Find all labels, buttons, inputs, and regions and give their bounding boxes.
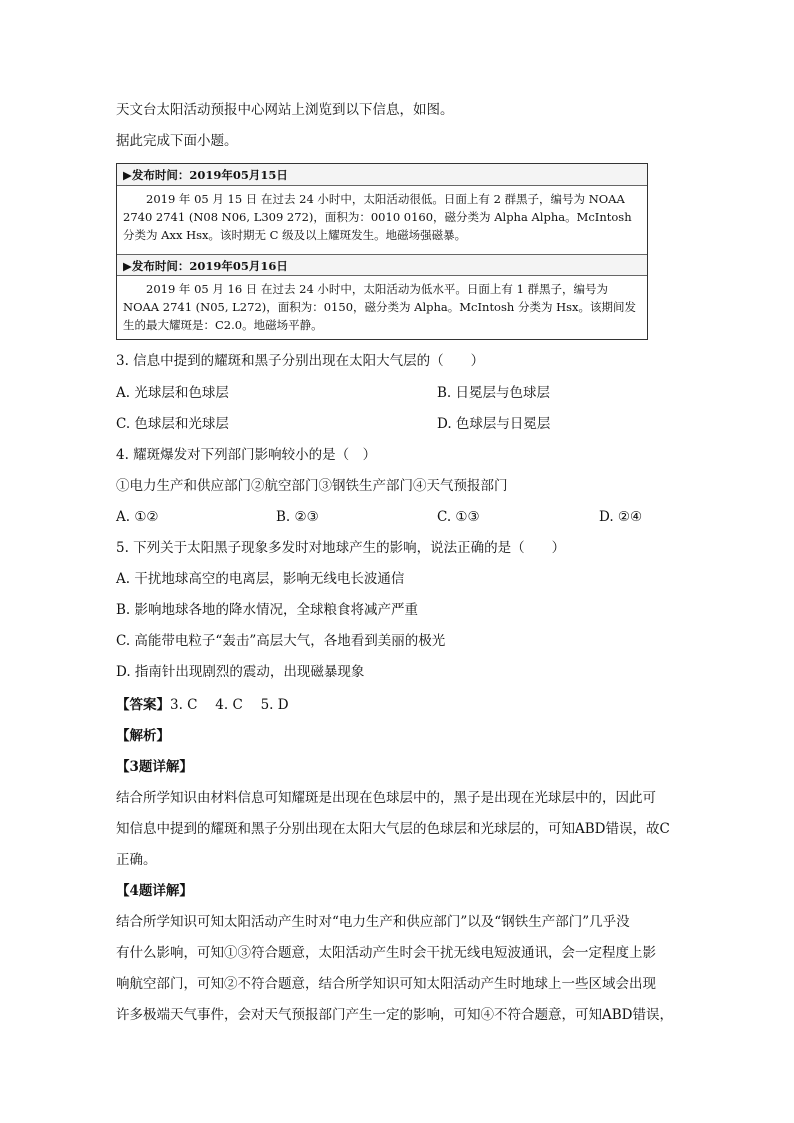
- q3-option-c: C. 色球层和光球层: [116, 416, 229, 432]
- q4-detail-line-1: 结合所学知识可知太阳活动产生时对“电力生产和供应部门”以及“钢铁生产部门”几乎没: [116, 914, 630, 930]
- q3-detail-line-3: 正确。: [116, 852, 157, 868]
- q5-option-b: B. 影响地球各地的降水情况，全球粮食将减产严重: [116, 602, 419, 618]
- q5-option-a: A. 干扰地球高空的电离层，影响无线电长波通信: [116, 571, 405, 587]
- q4-stem: 4. 耀斑爆发对下列部门影响较小的是（ ）: [116, 447, 377, 463]
- q4-items: ①电力生产和供应部门②航空部门③钢铁生产部门④天气预报部门: [116, 478, 508, 494]
- notice-box: [116, 163, 648, 340]
- notice-header-2: ▶发布时间：2019年05月16日: [117, 254, 647, 276]
- q3-detail-line-2: 知信息中提到的耀斑和黑子分别出现在太阳大气层的色球层和光球层的，可知ABD错误，故C: [116, 821, 670, 837]
- q4-detail-line-2: 有什么影响，可知①③符合题意，太阳活动产生时会干扰无线电短波通讯，会一定程度上影: [116, 945, 656, 961]
- intro-line-1: 天文台太阳活动预报中心网站上浏览到以下信息，如图。: [116, 102, 454, 118]
- notice-body-1: 2019 年 05 月 15 日 在过去 24 小时中，太阳活动很低。日面上有 2 群黑子，编号为 NOAA 2740 2741 (N08 N06, L309 272)，面积为：0010 0160，磁分类为 Alpha Alpha。McIntosh 分类为 Axx Hsx。该时期无 C 级及以上耀斑发生。地磁场强磁暴。: [123, 192, 632, 242]
- q4-detail-line-4: 许多极端天气事件，会对天气预报部门产生一定的影响，可知④不符合题意，可知ABD错误，: [116, 1007, 673, 1023]
- answer-label: 【答案】: [116, 697, 170, 713]
- notice-header-1: ▶发布时间：2019年05月15日: [117, 164, 647, 186]
- q5-stem: 5. 下列关于太阳黑子现象多发时对地球产生的影响，说法正确的是（ ）: [116, 540, 566, 556]
- q4-option-c: C. ①③: [437, 509, 480, 525]
- q3-stem: 3. 信息中提到的耀斑和黑子分别出现在太阳大气层的（ ）: [116, 353, 485, 369]
- q3-option-d: D. 色球层与日冕层: [437, 416, 551, 432]
- q5-option-c: C. 高能带电粒子“轰击”高层大气，各地看到美丽的极光: [116, 633, 446, 649]
- q3-option-a: A. 光球层和色球层: [116, 385, 229, 401]
- intro-line-2: 据此完成下面小题。: [116, 133, 238, 149]
- q3-option-b: B. 日冕层与色球层: [437, 385, 551, 401]
- q5-option-d: D. 指南针出现剧烈的震动，出现磁暴现象: [116, 664, 365, 680]
- answer-line: [116, 695, 289, 715]
- q3-detail-label: 【3题详解】: [116, 759, 193, 775]
- q4-option-a: A. ①②: [116, 509, 159, 525]
- answer-text: 3. C 4. C 5. D: [170, 697, 289, 713]
- q4-option-b: B. ②③: [276, 509, 319, 525]
- analysis-label: 【解析】: [116, 728, 170, 744]
- q4-option-d: D. ②④: [599, 509, 643, 525]
- q4-detail-label: 【4题详解】: [116, 883, 193, 899]
- notice-body-2: 2019 年 05 月 16 日 在过去 24 小时中，太阳活动为低水平。日面上有 1 群黑子，编号为 NOAA 2741 (N05, L272)，面积为：0150，磁分类为 Alpha。McIntosh 分类为 Hsx。该期间发生的最大耀斑是：C2.0。地磁场平静。: [123, 282, 637, 332]
- q3-detail-line-1: 结合所学知识由材料信息可知耀斑是出现在色球层中的，黑子是出现在光球层中的，因此可: [116, 790, 656, 806]
- q4-detail-line-3: 响航空部门，可知②不符合题意，结合所学知识可知太阳活动产生时地球上一些区域会出现: [116, 976, 656, 992]
